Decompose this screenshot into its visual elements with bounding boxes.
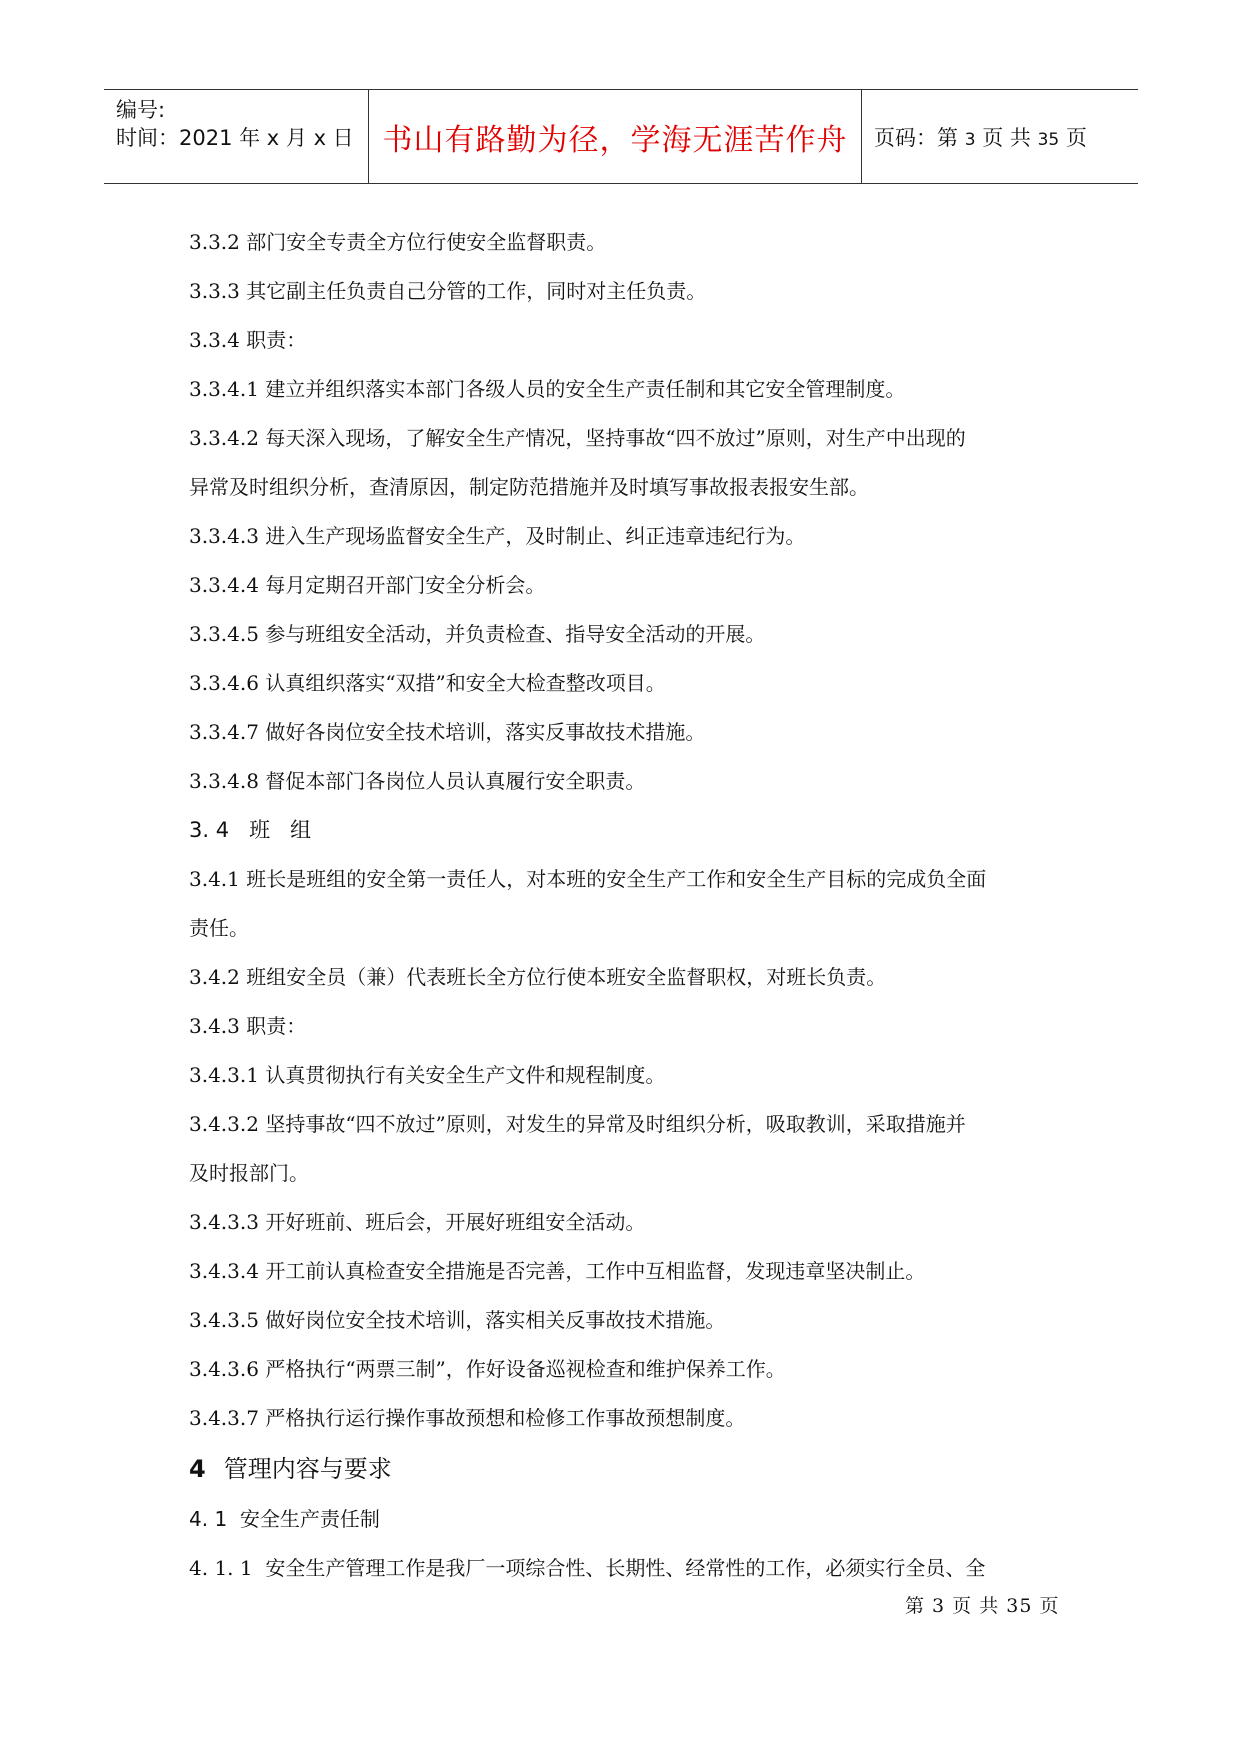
header-page-cell bbox=[862, 90, 1138, 183]
paragraph: 3.3.4.6 认真组织落实“双措”和安全大检查整改项目。 bbox=[189, 671, 666, 695]
paragraph: 4. 1. 1 安全生产管理工作是我厂一项综合性、长期性、经常性的工作，必须实行全员、全 bbox=[189, 1556, 986, 1580]
paragraph: 3.3.4.1 建立并组织落实本部门各级人员的安全生产责任制和其它安全管理制度。 bbox=[189, 377, 906, 401]
page-info-suffix: 页 bbox=[1065, 125, 1087, 150]
time-label: 时间：2021 年 x 月 x 日 bbox=[116, 126, 354, 150]
section-heading-4-1: 4. 1 安全生产责任制 bbox=[189, 1507, 380, 1531]
header-motto: 书山有路勤为径，学海无涯苦作舟 bbox=[382, 122, 848, 158]
paragraph: 3.4.3.7 严格执行运行操作事故预想和检修工作事故预想制度。 bbox=[189, 1406, 746, 1430]
paragraph: 3.3.4.4 每月定期召开部门安全分析会。 bbox=[189, 573, 546, 597]
section-number: 4 bbox=[189, 1455, 206, 1483]
paragraph: 3.3.3 其它副主任负责自己分管的工作，同时对主任负责。 bbox=[189, 279, 707, 303]
paragraph: 3.4.2 班组安全员（兼）代表班长全方位行使本班安全监督职权，对班长负责。 bbox=[189, 965, 887, 989]
page-info-prefix: 页码：第 bbox=[874, 125, 958, 150]
paragraph: 3.3.4.8 督促本部门各岗位人员认真履行安全职责。 bbox=[189, 769, 646, 793]
paragraph: 3.4.3.6 严格执行“两票三制”，作好设备巡视检查和维护保养工作。 bbox=[189, 1357, 786, 1381]
page-info bbox=[874, 122, 1087, 152]
paragraph: 3.4.3.1 认真贯彻执行有关安全生产文件和规程制度。 bbox=[189, 1063, 666, 1087]
paragraph-continuation: 责任。 bbox=[189, 916, 249, 940]
header-left-cell bbox=[104, 90, 369, 183]
page-header bbox=[104, 89, 1138, 184]
paragraph: 3.3.4.5 参与班组安全活动，并负责检查、指导安全活动的开展。 bbox=[189, 622, 766, 646]
paragraph: 3.4.3 职责： bbox=[189, 1014, 307, 1038]
section-heading-3-4: 3. 4 班 组 bbox=[189, 818, 312, 842]
paragraph: 3.3.2 部门安全专责全方位行使安全监督职责。 bbox=[189, 230, 607, 254]
paragraph: 3.4.3.5 做好岗位安全技术培训，落实相关反事故技术措施。 bbox=[189, 1308, 726, 1332]
paragraph: 3.3.4 职责： bbox=[189, 328, 307, 352]
paragraph: 3.4.3.2 坚持事故“四不放过”原则，对发生的异常及时组织分析，吸取教训，采取措施并 bbox=[189, 1112, 966, 1136]
section-heading-4 bbox=[189, 1443, 1069, 1495]
section-title: 管理内容与要求 bbox=[223, 1455, 392, 1483]
paragraph: 3.3.4.2 每天深入现场，了解安全生产情况，坚持事故“四不放过”原则，对生产中出现的 bbox=[189, 426, 966, 450]
paragraph: 3.4.3.4 开工前认真检查安全措施是否完善，工作中互相监督，发现违章坚决制止。 bbox=[189, 1259, 926, 1283]
header-motto-cell bbox=[369, 90, 862, 183]
paragraph-continuation: 及时报部门。 bbox=[189, 1161, 309, 1185]
page-current: 3 bbox=[964, 129, 976, 150]
paragraph: 3.3.4.7 做好各岗位安全技术培训，落实反事故技术措施。 bbox=[189, 720, 706, 744]
document-body bbox=[189, 218, 1069, 1593]
page-footer: 第 3 页 共 35 页 bbox=[905, 1595, 1060, 1617]
page-info-mid: 页 共 bbox=[982, 125, 1031, 150]
paragraph: 3.4.1 班长是班组的安全第一责任人，对本班的安全生产工作和安全生产目标的完成负全面 bbox=[189, 867, 987, 891]
paragraph-continuation: 异常及时组织分析，查清原因，制定防范措施并及时填写事故报表报安生部。 bbox=[189, 475, 869, 499]
page-total: 35 bbox=[1037, 129, 1060, 150]
paragraph: 3.4.3.3 开好班前、班后会，开展好班组安全活动。 bbox=[189, 1210, 646, 1234]
paragraph: 3.3.4.3 进入生产现场监督安全生产，及时制止、纠正违章违纪行为。 bbox=[189, 524, 806, 548]
doc-number-label: 编号: bbox=[116, 98, 166, 122]
